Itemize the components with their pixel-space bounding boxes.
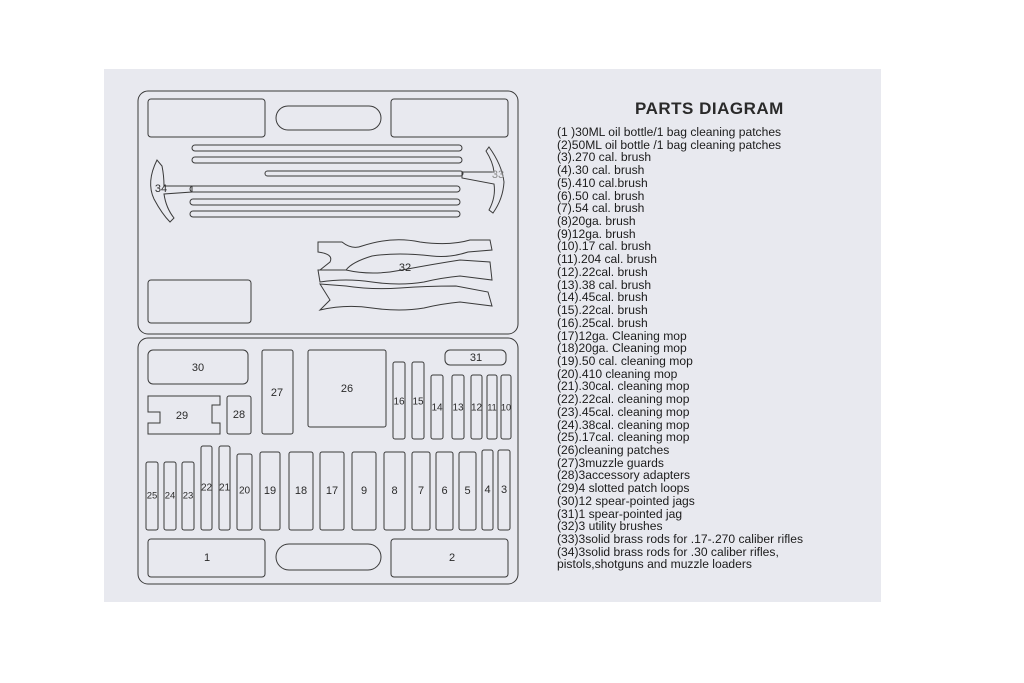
parts-list-item: (5).410 cal.brush (557, 175, 648, 190)
label-30: 30 (191, 361, 205, 374)
label-11: 11 (487, 402, 497, 413)
parts-list-item: (27)3muzzle guards (557, 455, 664, 470)
parts-list-item: (20).410 cleaning mop (557, 366, 678, 381)
parts-list-item: (19).50 cal. cleaning mop (557, 353, 693, 368)
parts-list-item: (3).270 cal. brush (557, 150, 652, 165)
label-4: 4 (484, 483, 491, 496)
parts-list-item: (24).38cal. cleaning mop (557, 417, 690, 432)
parts-list-item: pistols,shotguns and muzzle loaders (557, 557, 752, 572)
label-10: 10 (500, 402, 512, 413)
rod-33-b (192, 157, 462, 163)
parts-list-item: (8)20ga. brush (557, 214, 636, 229)
parts-list-item: (1 )30ML oil bottle/1 bag cleaning patches (557, 125, 782, 139)
lid-compartment-right (391, 99, 508, 137)
lid-compartment-lower-left (148, 280, 251, 323)
label-9: 9 (360, 484, 368, 497)
lid-compartment-left (148, 99, 265, 137)
parts-list-item: (29)4 slotted patch loops (557, 481, 690, 496)
parts-list-item: (33)3solid brass rods for .17-.270 caliber rifles (557, 532, 804, 546)
rod-34-a (190, 186, 460, 192)
label-12: 12 (470, 402, 483, 414)
parts-list-item: (13).38 cal. brush (557, 277, 652, 292)
label-31: 31 (469, 351, 483, 364)
label-28: 28 (232, 408, 246, 421)
label-15: 15 (412, 396, 424, 408)
parts-list-item: (25).17cal. cleaning mop (557, 430, 690, 445)
label-20: 20 (238, 485, 251, 497)
parts-list-item: (10).17 cal. brush (557, 239, 652, 254)
label-34: 34 (154, 182, 168, 195)
label-5: 5 (464, 484, 471, 497)
label-1: 1 (203, 551, 211, 564)
label-19: 19 (263, 484, 277, 497)
label-22: 22 (200, 482, 213, 494)
rod-34-c (190, 211, 460, 217)
parts-list-item: (4).30 cal. brush (557, 163, 645, 178)
label-18: 18 (294, 484, 308, 497)
parts-list-item: (31)1 spear-pointed jag (557, 506, 683, 521)
label-32: 32 (398, 261, 412, 274)
label-25: 25 (146, 490, 158, 502)
lid-compartment-center (276, 106, 381, 130)
parts-list-item: (17)12ga. Cleaning mop (557, 328, 687, 343)
parts-list-item: (28)3accessory adapters (557, 468, 691, 483)
parts-list-item: (32)3 utility brushes (557, 519, 663, 534)
parts-list-item: (14).45cal. brush (557, 290, 648, 305)
parts-list-item: (30)12 spear-pointed jags (557, 493, 695, 508)
parts-list-item: (11).204 cal. brush (557, 252, 657, 267)
parts-list-item: (21).30cal. cleaning mop (557, 379, 690, 394)
parts-list-item: (12).22cal. brush (557, 264, 648, 279)
parts-list-item: (9)12ga. brush (557, 226, 636, 241)
parts-list-item: (6).50 cal. brush (557, 188, 645, 203)
label-17: 17 (325, 484, 339, 497)
parts-list-item: (23).45cal. cleaning mop (557, 404, 690, 419)
parts-list-item: (18)20ga. Cleaning mop (557, 341, 687, 356)
label-16: 16 (393, 396, 405, 408)
label-14: 14 (431, 402, 443, 414)
label-8: 8 (391, 484, 398, 497)
label-24: 24 (164, 490, 176, 502)
label-27: 27 (270, 386, 284, 399)
parts-list-item: (34)3solid brass rods for .30 caliber rifles, (557, 544, 779, 559)
label-29: 29 (175, 409, 189, 422)
label-6: 6 (441, 484, 448, 497)
parts-list-item: (22).22cal. cleaning mop (557, 392, 690, 407)
label-21: 21 (218, 482, 231, 494)
rod-34-b (190, 199, 460, 205)
rod-33-a (192, 145, 462, 151)
utility-brush-32-c (320, 284, 492, 310)
compartment-bottom-center (276, 544, 381, 570)
parts-list-item: (15).22cal. brush (557, 303, 648, 318)
parts-list-item: (16).25cal. brush (557, 315, 648, 330)
parts-list-item: (2)50ML oil bottle /1 bag cleaning patches (557, 137, 782, 152)
parts-list-item: (26)cleaning patches (557, 442, 670, 457)
label-2: 2 (448, 551, 456, 564)
parts-list-item: (7).54 cal. brush (557, 201, 645, 216)
label-26: 26 (340, 382, 354, 395)
rod-33-c (265, 171, 463, 176)
parts-list (557, 126, 803, 571)
label-23: 23 (182, 490, 194, 502)
label-7: 7 (417, 484, 425, 497)
label-13: 13 (452, 402, 464, 414)
label-3: 3 (500, 483, 508, 496)
page-title: PARTS DIAGRAM (635, 99, 784, 118)
label-33: 33 (491, 168, 505, 181)
